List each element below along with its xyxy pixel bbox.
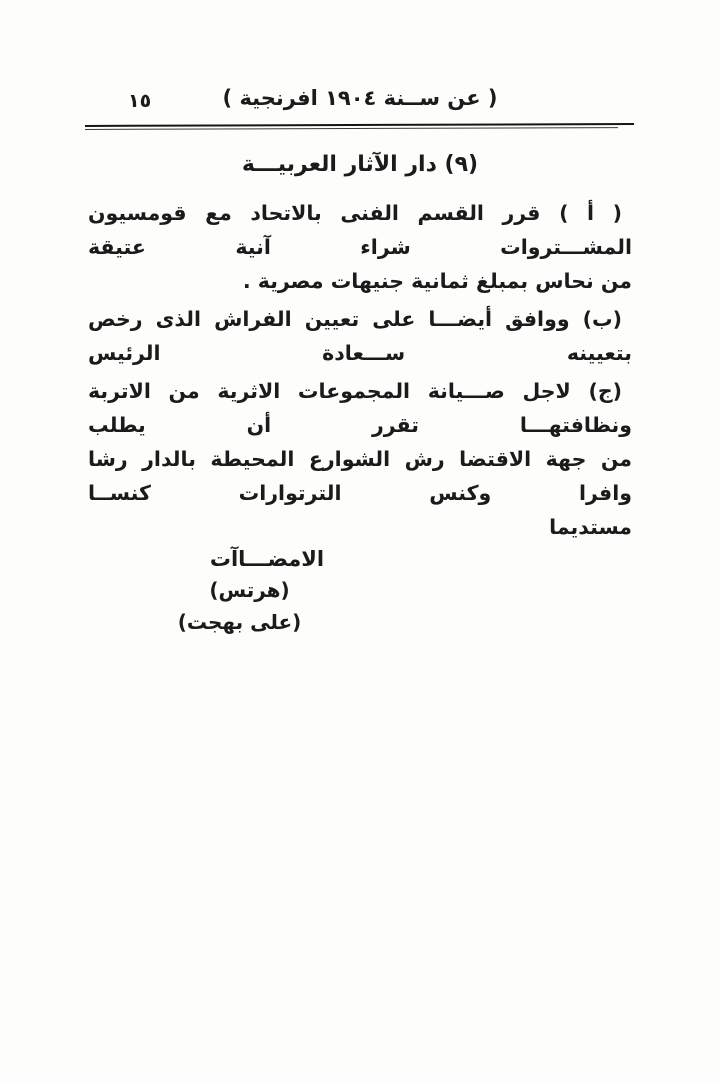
paragraph-c-line-2: من جهة الاقتضا رش الشوارع المحيطة بالدار رشا وافرا وكنس الترتوارات كنســا [88, 447, 632, 505]
paragraph-c [88, 374, 632, 544]
page-number: ١٥ [128, 90, 152, 112]
paragraph-c-line-3: مستديما [549, 515, 632, 539]
paragraph-b-line-1: (ب) ووافق أيضـــا على تعيين الفراش الذى رخص بتعيينه ســـعادة الرئيس [88, 307, 632, 365]
signature-name-ali-bahgat: (على بهجت) [177, 610, 302, 634]
paragraph-a [88, 196, 632, 298]
signatures-names [142, 574, 357, 638]
document-body [88, 142, 632, 638]
section-heading: (٩) دار الآثار العربيـــة [241, 152, 479, 177]
header-rule [85, 123, 634, 131]
signature-name-herz: (هرتس) [209, 578, 290, 602]
paragraph-c-line-1: (ج) لاجل صـــيانة المجموعات الاثرية من الاتربة ونظافتهـــا تقرر أن يطلب [88, 379, 632, 437]
signatures-block [142, 544, 392, 638]
paragraph-a-line-2: من نحاس بمبلغ ثمانية جنيهات مصرية . [242, 269, 632, 293]
page-header [88, 86, 632, 120]
header-title: ( عن ســنة ١٩٠٤ افرنجية ) [222, 86, 498, 110]
signatures-title: الامضـــاآت [209, 547, 325, 571]
paragraph-a-line-1: ( أ ) قرر القسم الفنى بالاتحاد مع قومسيون المشـــتروات شراء آنية عتيقة [88, 201, 632, 259]
paragraph-b [88, 302, 632, 370]
header-rule-shadow-line [85, 127, 618, 130]
